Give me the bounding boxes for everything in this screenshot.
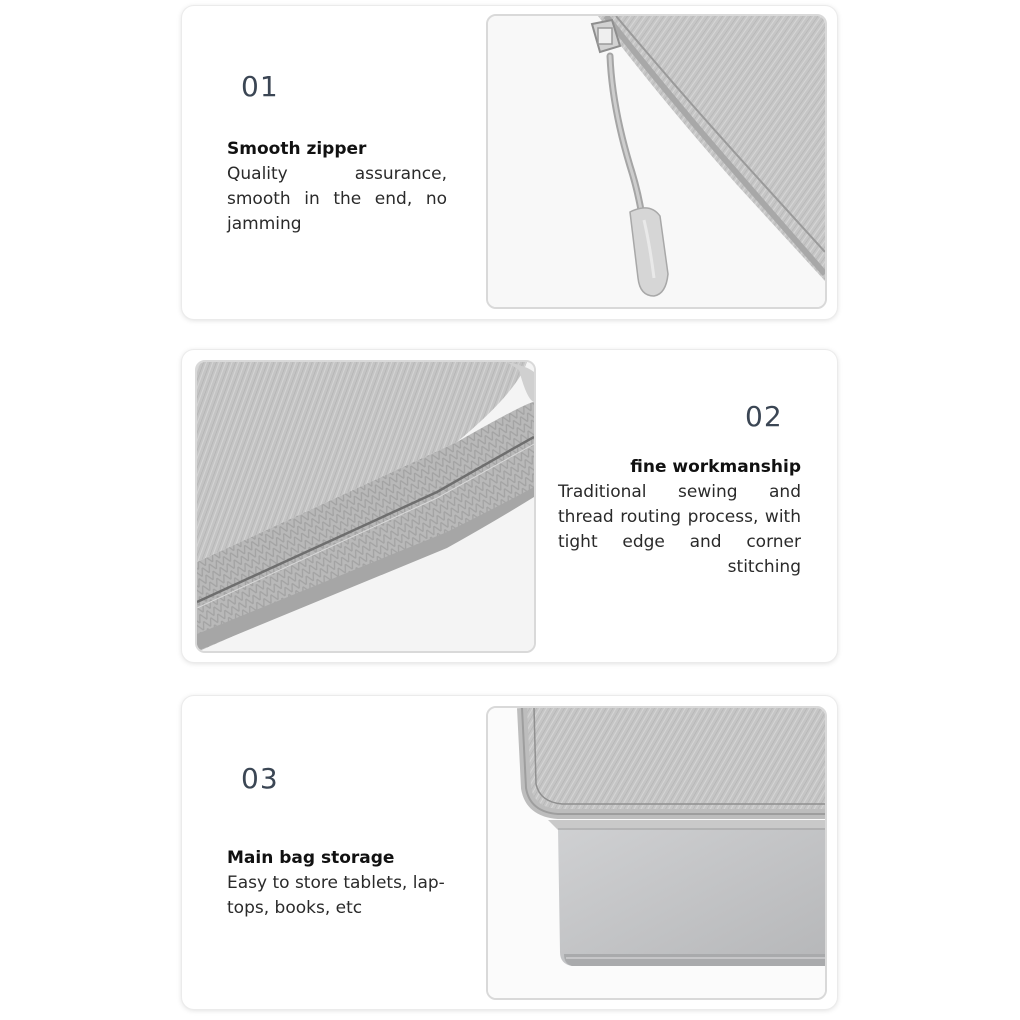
feature-card-1 (182, 6, 837, 319)
feature-number: 01 (241, 70, 279, 103)
zipper-image (488, 16, 825, 307)
zipper-photo (486, 14, 827, 309)
feature-title: fine workmanship (630, 457, 801, 477)
feature-card-2 (182, 350, 837, 662)
feature-title: Smooth zipper (227, 139, 367, 159)
feature-number: 02 (745, 400, 783, 433)
feature-description-line-1: Easy to store tablets, lap- (227, 873, 445, 893)
feature-description-line-2: tops, books, etc (227, 898, 363, 918)
feature-description: Quality assurance, smooth in the end, no jamming (227, 164, 447, 234)
feature-title: Main bag storage (227, 848, 395, 868)
feature-description (227, 871, 472, 921)
stitching-photo (195, 360, 536, 653)
feature-number: 03 (241, 762, 279, 795)
storage-image (488, 708, 825, 998)
feature-description: Traditional sewing and thread routing process, with tight edge and corner stitching (558, 482, 801, 577)
feature-card-3 (182, 696, 837, 1009)
stitching-image (197, 362, 534, 651)
storage-photo (486, 706, 827, 1000)
